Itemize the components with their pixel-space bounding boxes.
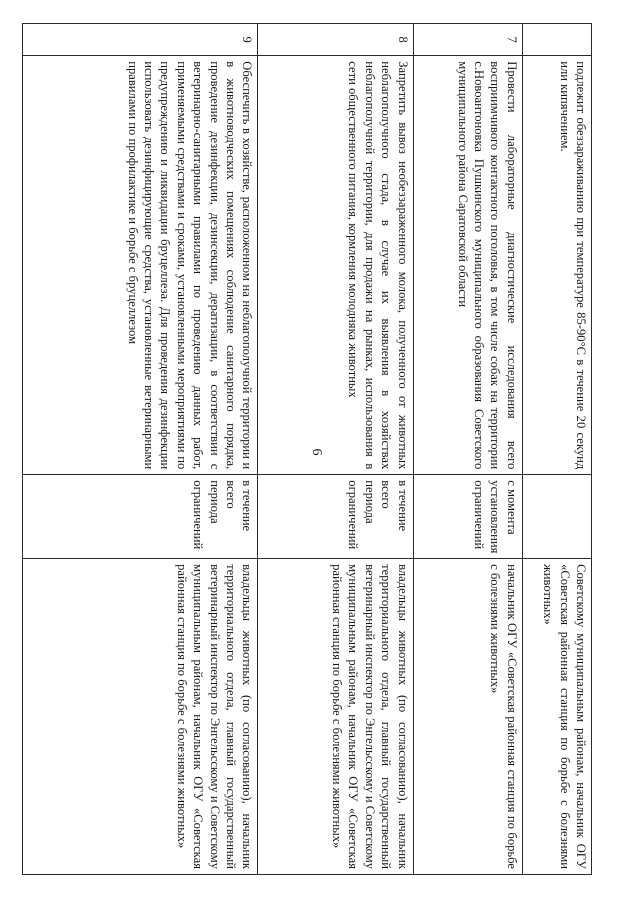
measure-text: Провести лабораторные диагностические исследования всего восприимчивого контактного поголовья, в том числе собак на территории с.Новоантоновка Пушкинского муниципального образования Советского муниципального района Саратовской области — [413, 56, 522, 475]
row-number: 8 — [258, 24, 413, 56]
term-text: с момента установления ограничений — [413, 475, 522, 559]
table-row — [522, 24, 591, 875]
responsible-text: Советскому муниципальным районам, начальник ОГУ «Советская районная станция по борьбе с болезнями животных» — [522, 559, 591, 875]
page-number: 6 — [309, 448, 324, 456]
table-row — [23, 24, 258, 875]
row-number: 9 — [23, 24, 258, 56]
measure-text: Запретить вывоз необеззараженного молока, полученного от животных неблагополучного стада, в случае их выявления в хозяйствах неблагополучной территории, для продажи на рынках, использования в сети общественного питания, кормления молодняка животных — [258, 56, 413, 475]
term-text: в течение всего периода ограничений — [23, 475, 258, 559]
responsible-text: владельцы животных (по согласованию), начальник территориального отдела, главный государственный ветеринарный инспектор по Энгельсскому и Советскому муниципальным районам, начальник ОГУ «Советская районная станция по борьбе с болезнями животных» — [258, 559, 413, 875]
term-text — [522, 475, 591, 559]
table-row — [258, 24, 413, 875]
term-text: в течение всего периода ограничений — [258, 475, 413, 559]
measure-text: Обеспечить в хозяйстве, расположенном на неблагополучной территории и в животноводческих помещениях соблюдение санитарного порядка, проведение дезинфекции, дезинсекции, дератизации, в соответствии с ветеринарно-санитарными правилами по проведению данных работ, применяемыми средствами и сроками, установленными мероприятиями по предупреждению и ликвидации бруцеллеза. Для проведения дезинфекции использовать дезинфицирующие средства, установленные ветеринарными правилами по профилактике и борьбе с бруцеллезом — [23, 56, 258, 475]
row-number — [522, 24, 591, 56]
measure-text: подлежит обеззараживанию при температуре 85-90°С в течение 20 секунд или кипячением. — [522, 56, 591, 475]
measures-table — [22, 23, 592, 875]
row-number: 7 — [413, 24, 522, 56]
table-row — [413, 24, 522, 875]
responsible-text: владельцы животных (по согласованию), начальник территориального отдела, главный государственный ветеринарный инспектор по Энгельсскому и Советскому муниципальным районам, начальник ОГУ «Советская районная станция по борьбе с болезнями животных» — [23, 559, 258, 875]
responsible-text: начальник ОГУ «Советская районная станция по борьбе с болезнями животных» — [413, 559, 522, 875]
